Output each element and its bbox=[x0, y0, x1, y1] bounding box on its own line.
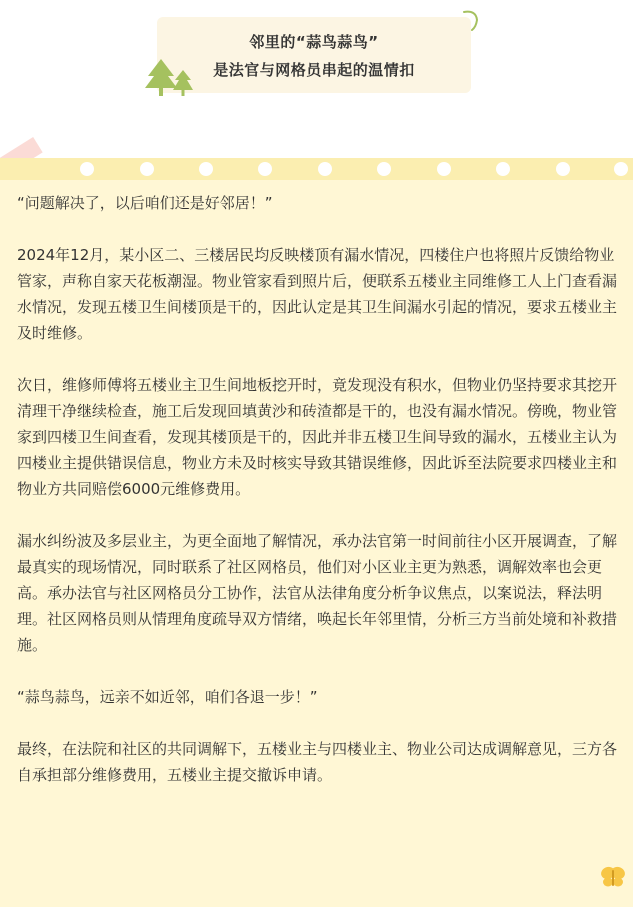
paragraph-3: 漏水纠纷波及多层业主，为更全面地了解情况，承办法官第一时间前往小区开展调查，了解最真实的现场情况，同时联系了社区网格员，他们对小区业主更为熟悉，调解效率也会更高。承办法官与社区网格员分工协作，法官从法律角度分析争议焦点，以案说法，释法明理。社区网格员则从情理角度疏导双方情绪，唤起长年邻里情，分析三方当前处境和补救措施。 bbox=[17, 532, 618, 654]
leaf-icon bbox=[458, 10, 482, 32]
stripe-dot bbox=[258, 162, 272, 176]
stripe-dot bbox=[80, 162, 94, 176]
article-body bbox=[17, 190, 625, 788]
tree-icon bbox=[143, 58, 195, 98]
title-card bbox=[157, 17, 471, 93]
paragraph-1: 2024年12月，某小区二、三楼居民均反映楼顶有漏水情况，四楼住户也将照片反馈给物业管家，声称自家天花板潮湿。物业管家看到照片后，便联系五楼业主同维修工人上门查看漏水情况，发现五楼卫生间楼顶是干的，因此认定是其卫生间漏水引起的情况，要求五楼业主及时维修。 bbox=[17, 246, 618, 342]
stripe-dot bbox=[140, 162, 154, 176]
paragraph-2: 次日，维修师傅将五楼业主卫生间地板挖开时，竟发现没有积水，但物业仍坚持要求其挖开清理干净继续检查，施工后发现回填黄沙和砖渣都是干的，也没有漏水情况。傍晚，物业管家到四楼卫生间查看，发现其楼顶是干的，因此并非五楼卫生间导致的漏水，五楼业主认为四楼业主提供错误信息，物业方未及时核实导致其错误维修，因此诉至法院要求四楼业主和物业方共同赔偿6000元维修费用。 bbox=[17, 376, 618, 498]
paper-top-stripe bbox=[0, 158, 633, 180]
stripe-dot bbox=[377, 162, 391, 176]
paragraph-quote-1: “问题解决了，以后咱们还是好邻居！” bbox=[17, 194, 273, 212]
paragraph-quote-2: “蒜鸟蒜鸟，远亲不如近邻，咱们各退一步！” bbox=[17, 688, 318, 706]
butterfly-icon bbox=[599, 864, 627, 890]
stripe-dot bbox=[199, 162, 213, 176]
stripe-dot bbox=[496, 162, 510, 176]
stripe-dot bbox=[437, 162, 451, 176]
stripe-dot bbox=[556, 162, 570, 176]
stripe-dot bbox=[614, 162, 628, 176]
title-line-1: 邻里的“蒜鸟蒜鸟” bbox=[249, 33, 379, 51]
stripe-dot bbox=[318, 162, 332, 176]
title-line-2: 是法官与网格员串起的温情扣 bbox=[213, 61, 415, 79]
paragraph-4: 最终，在法院和社区的共同调解下，五楼业主与四楼业主、物业公司达成调解意见，三方各自承担部分维修费用，五楼业主提交撤诉申请。 bbox=[17, 740, 618, 784]
